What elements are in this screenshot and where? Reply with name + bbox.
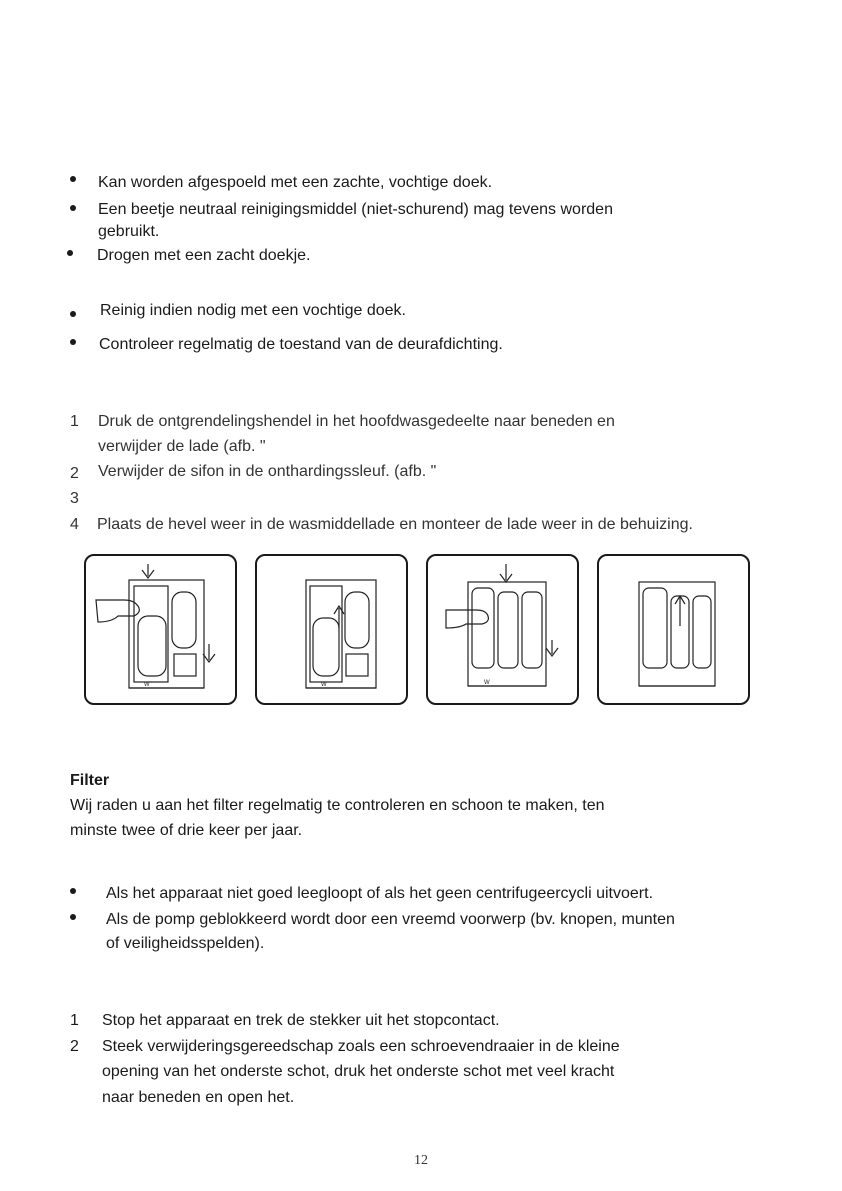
bullet-dot	[70, 311, 76, 317]
drawer-remove-illustration	[86, 556, 239, 707]
drawer-step-2: Verwijder de sifon in de onthardingssleuf. (afb. "	[98, 463, 437, 480]
figure-panel-4	[597, 554, 750, 705]
lever-press-illustration	[428, 556, 581, 707]
filter-intro-continued: minste twee of drie keer per jaar.	[70, 822, 303, 839]
step-number: 4	[70, 516, 79, 533]
cleaning-item-continued: gebruikt.	[98, 223, 160, 240]
step-number: 2	[70, 465, 79, 482]
drawer-step-4: Plaats de hevel weer in de wasmiddellade en monteer de lade weer in de behuizing.	[97, 516, 693, 533]
bullet-dot	[70, 914, 76, 920]
filter-step-2-continued: opening van het onderste schot, druk het onderste schot met veel kracht	[102, 1063, 615, 1080]
step-number: 3	[70, 490, 79, 507]
step-number: 1	[70, 413, 79, 430]
step-number: 1	[70, 1012, 79, 1029]
filter-item: Als de pomp geblokkeerd wordt door een vreemd voorwerp (bv. knopen, munten	[106, 911, 675, 928]
page-number: 12	[414, 1153, 428, 1168]
section-title: Filter	[70, 772, 110, 789]
filter-intro: Wij raden u aan het filter regelmatig te controleren en schoon te maken, ten	[70, 797, 605, 814]
bullet-dot	[70, 339, 76, 345]
figure-panel-3	[426, 554, 579, 705]
figure-label: W	[321, 682, 327, 688]
filter-step-1: Stop het apparaat en trek de stekker uit het stopcontact.	[102, 1012, 500, 1029]
step-number: 2	[70, 1038, 79, 1055]
figure-panel-2	[255, 554, 408, 705]
filter-step-2: Steek verwijderingsgereedschap zoals een schroevendraaier in de kleine	[102, 1038, 620, 1055]
figure-label: W	[484, 680, 490, 686]
door-item: Reinig indien nodig met een vochtige doek.	[100, 302, 406, 319]
filter-item-continued: of veiligheidsspelden).	[106, 935, 265, 952]
cleaning-item: Drogen met een zacht doekje.	[97, 247, 311, 264]
cleaning-item: Een beetje neutraal reinigingsmiddel (niet-schurend) mag tevens worden	[98, 201, 613, 218]
filter-step-2-continued: naar beneden en open het.	[102, 1089, 295, 1106]
door-item: Controleer regelmatig de toestand van de deurafdichting.	[99, 336, 503, 353]
filter-item: Als het apparaat niet goed leegloopt of als het geen centrifugeercycli uitvoert.	[106, 885, 654, 902]
bullet-dot	[67, 250, 73, 256]
bullet-dot	[70, 176, 76, 182]
bullet-dot	[70, 205, 76, 211]
drawer-reinsert-illustration	[599, 556, 752, 707]
figure-panel-1	[84, 554, 237, 705]
drawer-step-1-continued: verwijder de lade (afb. "	[98, 438, 266, 455]
bullet-dot	[70, 888, 76, 894]
cleaning-item: Kan worden afgespoeld met een zachte, vochtige doek.	[98, 174, 493, 191]
siphon-remove-illustration	[257, 556, 410, 707]
figure-label: W	[144, 682, 150, 688]
drawer-step-1: Druk de ontgrendelingshendel in het hoofdwasgedeelte naar beneden en	[98, 413, 615, 430]
